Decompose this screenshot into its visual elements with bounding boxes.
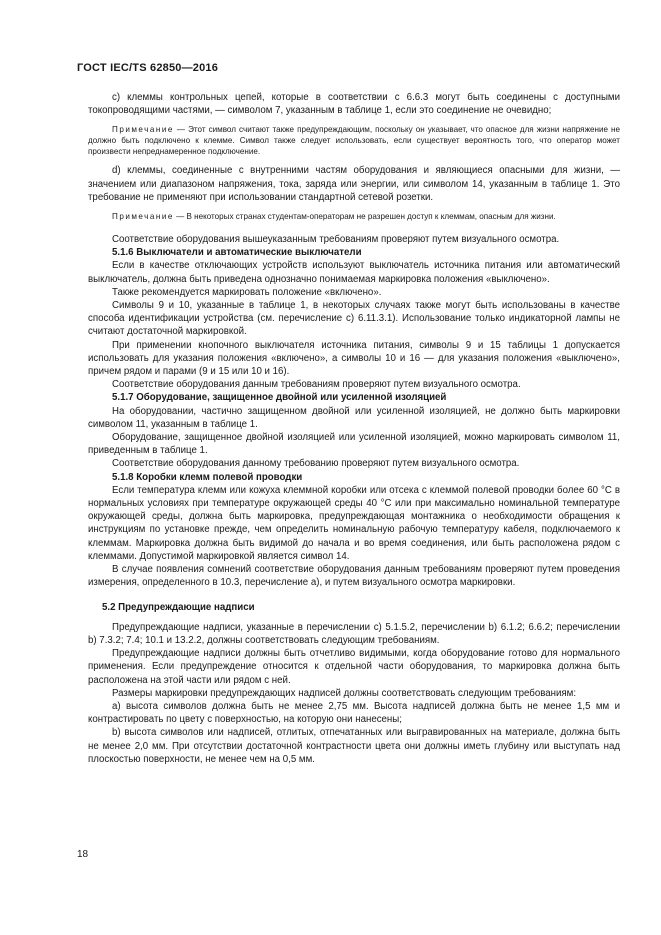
- paragraph: Также рекомендуется маркировать положение «включено».: [112, 286, 382, 298]
- paragraph: Соответствие оборудования данному требованию проверяют путем визуального осмотра.: [112, 458, 520, 470]
- section-heading: 5.2 Предупреждающие надписи: [102, 601, 255, 613]
- paragraph: Предупреждающие надписи, указанные в перечислении с) 5.1.5.2, перечислении b) 6.1.2; 6.6.2; перечислении b) 7.3.2; 7.4; 10.1 и 13.2.2, должны соответствовать следующим требованиям.: [88, 621, 620, 646]
- note-label: Примечание: [112, 125, 174, 135]
- paragraph: d) клеммы, соединенные с внутренними частям оборудования и являющиеся опасными для жизни, — значением или диапазоном напряжения, тока, заряда или энергии, или символом 14, указанным в таблице 1. Это требование не применяют при использовании стандартной сетевой розетки.: [88, 165, 620, 203]
- note-text: — Этот символ считают также предупреждающим, поскольку он указывает, что опасное для жизни напряжение не должно быть подключено к клемме. Символ также следует использовать, если существует вероятность того, что оператор может произвести непреднамеренное подключение.: [88, 125, 620, 157]
- paragraph: Оборудование, защищенное двойной изоляцией или усиленной изоляцией, можно маркировать символом 11, приведенным в таблице 1.: [88, 432, 620, 457]
- paragraph: При применении кнопочного выключателя источника питания, символы 9 и 15 таблицы 1 допускается использовать для указания положения «включено», а символы 10 и 16 — для указания положения «выключено», причем рядом и парами (9 и 15 или 10 и 16).: [88, 339, 620, 378]
- list-item: b) высота символов или надписей, отлитых, отпечатанных или выгравированных на материале, должна быть не менее 2,0 мм. При отсутствии достаточной контрастности цвета они должны иметь глубину или выступать над плоскостью поверхности, не менее чем на 0,5 мм.: [88, 727, 620, 765]
- note: [88, 124, 620, 157]
- paragraph: Соответствие оборудования вышеуказанным требованиям проверяют путем визуального осмотра.: [112, 234, 560, 246]
- paragraph: Соответствие оборудования данным требованиям проверяют путем визуального осмотра.: [112, 379, 521, 391]
- document-body: [88, 91, 620, 766]
- paragraph: На оборудовании, частично защищенном двойной или усиленной изоляцией, не должно быть маркировки символом 11, указанным в таблице 1.: [88, 405, 620, 430]
- paragraph: Предупреждающие надписи должны быть отчетливо видимыми, когда оборудование готово для нормального применения. Если предупреждение относится к отдельной части оборудования, то маркировка должна быть расположена на этой части или рядом с ней.: [88, 648, 620, 686]
- section-heading: 5.1.7 Оборудование, защищенное двойной или усиленной изоляцией: [112, 392, 447, 404]
- paragraph: В случае появления сомнений соответствие оборудования данным требованиям проверяют путем проведения измерения, определенного в 10.3, перечисление а), и путем визуального осмотра маркировки.: [88, 564, 620, 589]
- document-header-title: ГОСТ IEC/TS 62850—2016: [77, 62, 219, 74]
- section-heading: 5.1.8 Коробки клемм полевой проводки: [112, 471, 303, 483]
- list-item: a) высота символов должна быть не менее 2,75 мм. Высота надписей должна быть не менее 1,5 мм и контрастировать по цвету с поверхностью, на которую они нанесены;: [88, 700, 620, 726]
- paragraph: Размеры маркировки предупреждающих надписей должны соответствовать следующим требованиям:: [112, 687, 577, 699]
- paragraph: Символы 9 и 10, указанные в таблице 1, в некоторых случаях также могут быть использованы в качестве способа идентификации устройства (см. перечисление с) 6.11.3.1). Использование только индикаторной лампы не считают достаточной маркировкой.: [88, 300, 620, 338]
- paragraph: Если температура клемм или кожуха клеммной коробки или отсека с клеммой полевой проводки более 60 °С в нормальных условиях при температуре окружающей среды 40 °С или при максимально номинальной температуре окружающей среды, должна быть маркировка, предупреждающая монтажника о необходимости обращения к инструкциям по установке прежде, чем определить номинальную рабочую температуру кабеля, подключаемого к клеммам. Маркировка должна быть видимой до начала и во время соединения, или быть расположена рядом с клеммами. Допустимой маркировкой является символ 14.: [88, 484, 620, 562]
- paragraph: Если в качестве отключающих устройств используют выключатель источника питания или автоматический выключатель, должна быть приведена однозначно понимаемая маркировка положения «выключено».: [88, 260, 620, 285]
- page-number: 18: [77, 849, 89, 860]
- paragraph: c) клеммы контрольных цепей, которые в соответствии с 6.6.3 могут быть соединены с доступными токопроводящими частями, — символом 7, указанным в таблице 1, если это соединение не очевидно;: [88, 92, 620, 117]
- note-label: Примечание: [112, 212, 174, 222]
- note-text: — В некоторых странах студентам-операторам не разрешен доступ к клеммам, опасным для жизни.: [173, 212, 556, 222]
- section-heading: 5.1.6 Выключатели и автоматические выключатели: [112, 247, 362, 259]
- note: [88, 211, 620, 222]
